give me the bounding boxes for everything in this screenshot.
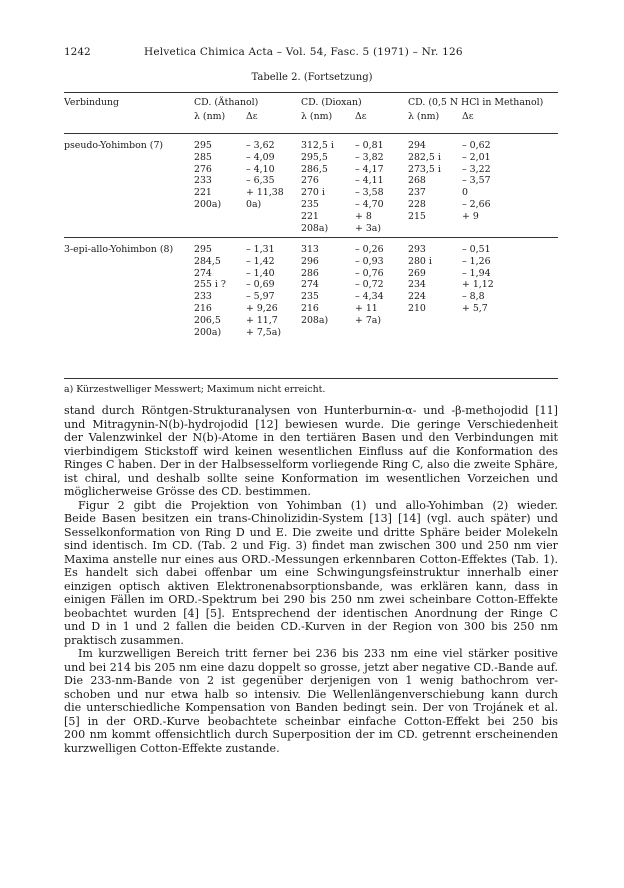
delta-eps-value: – 4,17 (355, 163, 384, 175)
lambda-value: 208a) (301, 314, 329, 326)
table-footnote: a) Kürzestwelliger Messwert; Maximum nicht erreicht. (64, 384, 326, 395)
delta-eps-value: + 5,7 (462, 303, 488, 314)
compound-name: 3-epi-allo-Yohimbon (8) (64, 244, 174, 255)
lambda-value: 215 (408, 210, 426, 222)
col-header-compound: Verbindung (64, 97, 120, 108)
body-text-line: der Valenzwinkel der N(b)-Atome in den tertiären Basen und den Verbindungen mit (64, 431, 558, 444)
lambda-value: 233 (194, 291, 212, 303)
lambda-value: 255 i ? (194, 279, 226, 291)
body-text-line: 200 nm kommt offensichtlich durch Superposition der im CD. getrennt erscheinenden (64, 728, 558, 741)
body-text-line: die unterschiedliche Kompensation von Banden bedingt sein. Der von Trojánek et al. (64, 701, 558, 714)
running-head: Helvetica Chimica Acta – Vol. 54, Fasc. 5 (1971) – Nr. 126 (144, 46, 463, 58)
lambda-value: 312,5 i (301, 140, 334, 151)
lambda-value: 268 (408, 175, 426, 187)
lambda-value: 208a) (301, 222, 329, 234)
body-text-line: möglicherweise Grösse des CD. bestimmen. (64, 485, 311, 498)
delta-eps-value: – 3,62 (246, 140, 275, 151)
lambda-value: 295 (194, 244, 212, 255)
delta-eps-value: + 11,38 (246, 187, 284, 199)
delta-eps-value: – 1,94 (462, 267, 491, 279)
lambda-value: 210 (408, 303, 426, 314)
table-group-rule (64, 237, 558, 238)
body-text-line: Die 233-nm-Bande von 2 ist gegenüber derjenigen von 1 wenig bathochrom ver- (64, 674, 558, 687)
delta-eps-value: + 9 (462, 210, 479, 222)
lambda-value: 295 (194, 140, 212, 151)
body-text-line: stand durch Röntgen-Strukturanalysen von Hunterburnin-α- und -β-methojodid [11] (64, 404, 558, 417)
delta-eps-value: + 3a) (355, 222, 382, 234)
lambda-value: 313 (301, 244, 319, 255)
table-bottom-rule (64, 378, 558, 379)
delta-eps-value: – 4,11 (355, 175, 384, 187)
body-text-line: vierbindigem Stickstoff wird keinen wesentlichen Einfluss auf die Konformation des (64, 444, 558, 458)
lambda-value: 269 (408, 267, 426, 279)
delta-eps-value: – 0,81 (355, 140, 384, 151)
body-text-line: kurzwelligen Cotton-Effekte zustande. (64, 741, 280, 755)
body-text-line: sind identisch. Im CD. (Tab. 2 und Fig. 3) findet man zwischen 300 und 250 nm vier (64, 539, 558, 552)
body-text-line: Figur 2 gibt die Projektion von Yohimban (1) und allo-Yohimban (2) wieder. (78, 498, 558, 512)
body-text-line: und Mitragynin-N(b)-hydrojodid [12] bewiesen wurde. Die geringe Verschiedenheit (64, 417, 558, 431)
delta-eps-value: – 0,69 (246, 279, 275, 291)
delta-eps-value: 0 (462, 187, 468, 199)
delta-eps-value: – 1,31 (246, 244, 275, 255)
lambda-value: 294 (408, 140, 426, 151)
lambda-value: 234 (408, 279, 426, 291)
body-text-line: Beide Basen besitzen ein trans-Chinolizidin-System [13] [14] (vgl. auch später) und (64, 512, 558, 525)
table-top-rule (64, 92, 558, 93)
lambda-value: 276 (301, 175, 319, 187)
lambda-value: 216 (301, 303, 319, 314)
col-header-dioxan: CD. (Dioxan) (301, 97, 362, 108)
body-text-line: einigen Fällen im ORD.-Spektrum bei 290 bis 250 nm zwei scheinbare Cotton-Effekte (64, 593, 558, 606)
lambda-value: 237 (408, 187, 426, 199)
body-text-line: Maxima anstelle nur eines aus ORD.-Messungen erkennbaren Cotton-Effektes (Tab. 1). (64, 552, 558, 566)
sub-header-lambda: λ (nm) (301, 111, 333, 122)
body-text-line: praktisch zusammen. (64, 633, 184, 647)
body-text-line: Sesselkonformation von Ring D und E. Die zweite und dritte Sphäre beider Molekeln (64, 525, 558, 539)
delta-eps-value: – 3,82 (355, 151, 384, 163)
lambda-value: 221 (194, 187, 212, 199)
body-text (64, 404, 558, 755)
lambda-value: 274 (194, 267, 212, 279)
table-caption: Tabelle 2. (Fortsetzung) (251, 72, 373, 83)
lambda-value: 235 (301, 291, 319, 303)
table-header-rule (64, 133, 558, 134)
delta-eps-value: – 1,42 (246, 255, 275, 267)
lambda-value: 233 (194, 175, 212, 187)
delta-eps-value: – 5,97 (246, 291, 275, 303)
body-text-line: Im kurzwelligen Bereich tritt ferner bei 236 bis 233 nm eine viel stärker positive (78, 647, 558, 660)
lambda-value: 296 (301, 255, 319, 267)
delta-eps-value: + 7,5a) (246, 326, 281, 338)
delta-eps-value: – 3,58 (355, 187, 384, 199)
lambda-value: 273,5 i (408, 163, 441, 175)
body-text-line: Es handelt sich dabei offenbar um eine Schwingungsfeinstruktur innerhalb einer (64, 566, 558, 579)
delta-eps-value: + 8 (355, 210, 372, 222)
body-text-line: [5] in der ORD.-Kurve beobachtete scheinbar einfache Cotton-Effekt bei 250 bis (64, 714, 558, 728)
body-text-line: einzigen optisch aktiven Elektronenabsorptionsbande, was erklären kann, dass in (64, 579, 558, 593)
lambda-value: 293 (408, 244, 426, 255)
sub-header-lambda: λ (nm) (194, 111, 226, 122)
delta-eps-value: – 3,57 (462, 175, 491, 187)
delta-eps-value: – 0,76 (355, 267, 384, 279)
sub-header-delta-eps: Δε (246, 111, 258, 122)
body-text-line: schoben und nur etwa halb so intensiv. Die Wellenlängenverschiebung kann durch (64, 687, 558, 701)
lambda-value: 280 i (408, 255, 432, 267)
body-text-line: Ringes C haben. Der in der Halbsesselform vorliegende Ring C, also die zweite Sphäre, (64, 458, 558, 471)
lambda-value: 286,5 (301, 163, 328, 175)
sub-header-delta-eps: Δε (355, 111, 367, 122)
body-text-line: und D in 1 und 2 fallen die beiden CD.-Kurven in der Region von 300 bis 250 nm (64, 620, 558, 633)
lambda-value: 295,5 (301, 151, 328, 163)
lambda-value: 224 (408, 291, 426, 303)
delta-eps-value: – 6,35 (246, 175, 275, 187)
delta-eps-value: – 0,93 (355, 255, 384, 267)
delta-eps-value: + 11,7 (246, 314, 278, 326)
page-number: 1242 (64, 46, 91, 58)
delta-eps-value: – 4,10 (246, 163, 275, 175)
col-header-ethanol: CD. (Äthanol) (194, 97, 259, 108)
lambda-value: 200a) (194, 199, 222, 210)
delta-eps-value: – 0,72 (355, 279, 384, 291)
compound-name: pseudo-Yohimbon (7) (64, 140, 164, 151)
delta-eps-value: – 4,34 (355, 291, 384, 303)
delta-eps-value: – 0,26 (355, 244, 384, 255)
delta-eps-value: + 9,26 (246, 303, 278, 314)
lambda-value: 274 (301, 279, 319, 291)
delta-eps-value: + 11 (355, 303, 378, 314)
lambda-value: 206,5 (194, 314, 221, 326)
col-header-hcl: CD. (0,5 N HCl in Methanol) (408, 97, 544, 108)
lambda-value: 285 (194, 151, 212, 163)
lambda-value: 228 (408, 199, 426, 210)
sub-header-delta-eps: Δε (462, 111, 474, 122)
delta-eps-value: – 2,01 (462, 151, 491, 163)
lambda-value: 200a) (194, 326, 222, 338)
delta-eps-value: – 3,22 (462, 163, 491, 175)
body-text-line: ist chiral, und deshalb sollte seine Konformation im wesentlichen Vorzeichen und (64, 471, 558, 485)
lambda-value: 284,5 (194, 255, 221, 267)
lambda-value: 282,5 i (408, 151, 441, 163)
lambda-value: 270 i (301, 187, 325, 199)
lambda-value: 221 (301, 210, 319, 222)
delta-eps-value: – 0,51 (462, 244, 491, 255)
lambda-value: 235 (301, 199, 319, 210)
delta-eps-value: – 1,40 (246, 267, 275, 279)
delta-eps-value: + 7a) (355, 314, 382, 326)
lambda-value: 216 (194, 303, 212, 314)
delta-eps-value: – 4,09 (246, 151, 275, 163)
delta-eps-value: – 2,66 (462, 199, 491, 210)
body-text-line: und bei 214 bis 205 nm eine dazu doppelt so grosse, jetzt aber negative CD.-Bande auf. (64, 660, 558, 674)
sub-header-lambda: λ (nm) (408, 111, 440, 122)
running-header (64, 46, 559, 60)
body-text-line: beobachtet wurden [4] [5]. Entsprechend der identischen Anordnung der Ringe C (64, 606, 558, 620)
delta-eps-value: – 1,26 (462, 255, 491, 267)
lambda-value: 286 (301, 267, 319, 279)
delta-eps-value: + 1,12 (462, 279, 494, 291)
lambda-value: 276 (194, 163, 212, 175)
delta-eps-value: – 4,70 (355, 199, 384, 210)
delta-eps-value: 0a) (246, 199, 262, 210)
delta-eps-value: – 8,8 (462, 291, 485, 303)
delta-eps-value: – 0,62 (462, 140, 491, 151)
